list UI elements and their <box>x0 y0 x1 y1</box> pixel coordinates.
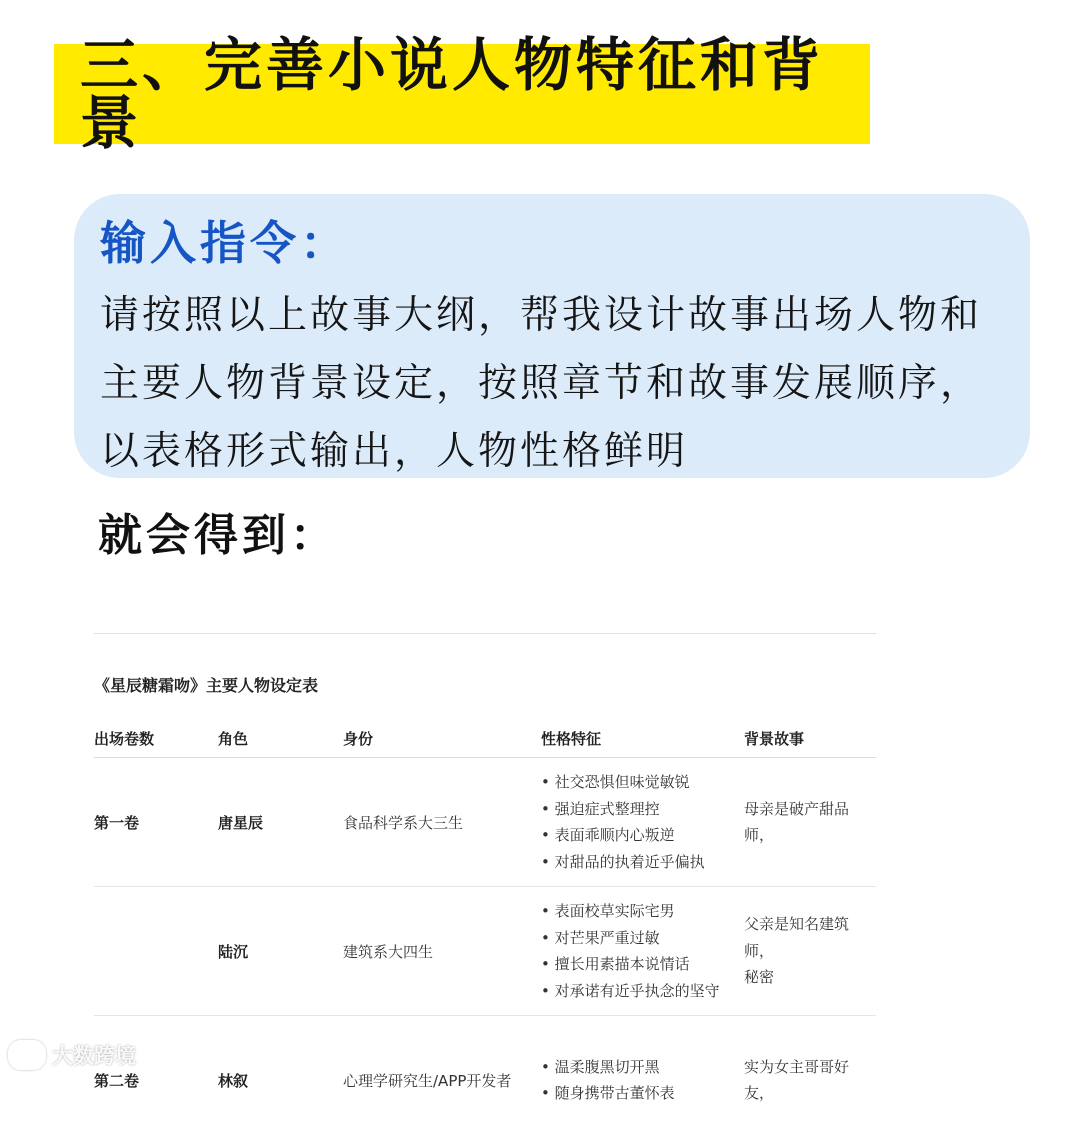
prompt-label: 输入指令： <box>100 218 350 269</box>
table-row <box>94 758 876 887</box>
volume-cell <box>94 887 218 1016</box>
character-table <box>94 719 876 1144</box>
trait-item: • 社交恐惧但味觉敏锐 <box>541 769 744 796</box>
volume-cell: 第一卷 <box>94 758 218 887</box>
backstory-text: 父亲是知名建筑师， <box>744 915 849 960</box>
result-screenshot <box>94 633 876 634</box>
backstory-cell <box>744 1016 876 1144</box>
identity-cell: 食品科学系大三生 <box>343 758 541 887</box>
trait-item: • 对甜品的执着近乎偏执 <box>541 849 744 876</box>
table-row <box>94 887 876 1016</box>
traits-cell <box>541 758 744 887</box>
prompt-line: 请按照以上故事大纲，帮我设计故事出场人物和 <box>100 293 982 338</box>
backstory-text: 实为女主哥哥好友， <box>744 1058 849 1103</box>
prompt-box <box>74 194 1030 478</box>
trait-item: • 温柔腹黑切开黑 <box>541 1054 744 1081</box>
column-header: 出场卷数 <box>94 719 218 758</box>
trait-item: • 对芒果严重过敏 <box>541 925 744 952</box>
divider <box>94 633 876 634</box>
trait-item: • 表面乖顺内心叛逆 <box>541 822 744 849</box>
watermark-logo-icon <box>8 1040 46 1070</box>
watermark <box>8 1040 136 1070</box>
backstory-text: 母亲是破产甜品师， <box>744 800 849 845</box>
prompt-line: 主要人物背景设定，按照章节和故事发展顺序， <box>100 361 982 406</box>
identity-cell: 心理学研究生/APP开发者 <box>343 1016 541 1144</box>
character-name: 唐星辰 <box>218 758 343 887</box>
column-header: 性格特征 <box>541 719 744 758</box>
table-title: 《星辰糖霜吻》主要人物设定表 <box>94 673 318 696</box>
traits-cell <box>541 1016 744 1144</box>
trait-item: • 随身携带古董怀表 <box>541 1080 744 1107</box>
backstory-cell <box>744 758 876 887</box>
result-label: 就会得到： <box>98 512 338 560</box>
trait-item: • 强迫症式整理控 <box>541 796 744 823</box>
trait-item: • 表面校草实际宅男 <box>541 898 744 925</box>
backstory-cell <box>744 887 876 1016</box>
trait-item: • 擅长用素描本说情话 <box>541 951 744 978</box>
backstory-text: 秘密 <box>744 968 774 986</box>
prompt-text <box>100 282 1010 486</box>
watermark-text: 大数跨境 <box>52 1040 136 1070</box>
column-header: 身份 <box>343 719 541 758</box>
prompt-line: 以表格形式输出，人物性格鲜明 <box>100 429 688 474</box>
column-header: 角色 <box>218 719 343 758</box>
character-name: 林叙 <box>218 1016 343 1144</box>
character-name: 陆沉 <box>218 887 343 1016</box>
trait-item: • 对承诺有近乎执念的坚守 <box>541 978 744 1005</box>
table-row <box>94 1016 876 1144</box>
volume-cell: 第二卷 <box>94 1016 218 1144</box>
column-header: 背景故事 <box>744 719 876 758</box>
table-header-row <box>94 719 876 758</box>
identity-cell: 建筑系大四生 <box>343 887 541 1016</box>
traits-cell <box>541 887 744 1016</box>
section-title-banner <box>54 44 870 144</box>
section-title: 三、完善小说人物特征和背景 <box>80 36 870 152</box>
